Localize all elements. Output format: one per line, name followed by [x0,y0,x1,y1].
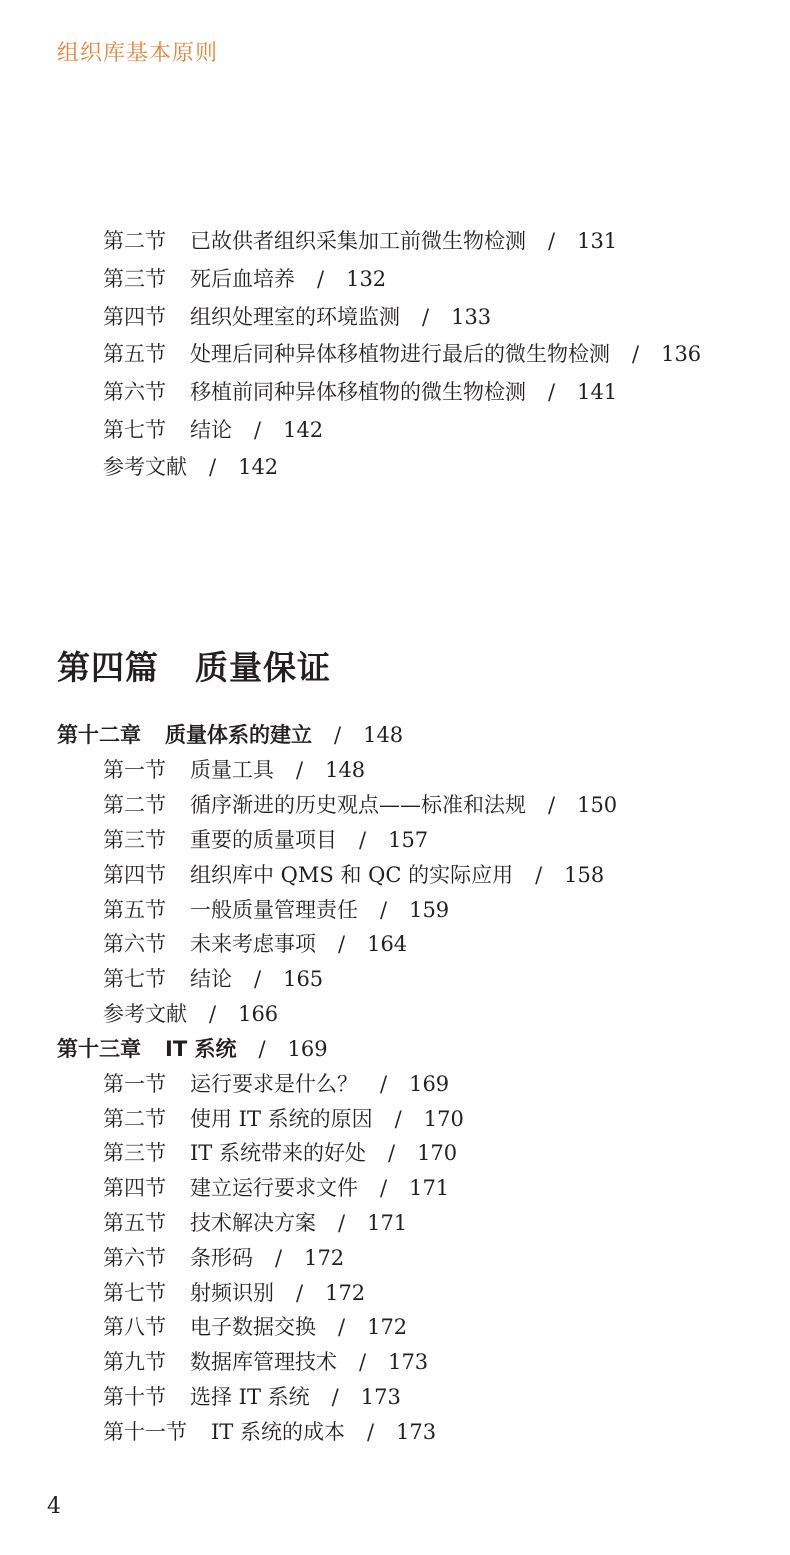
separator: / [296,758,304,782]
page-ref: 133 [451,305,492,329]
page-ref: 141 [577,380,618,404]
separator: / [387,1141,396,1165]
separator: / [209,455,217,479]
section-title: 处理后同种异体移植物进行最后的微生物检测 [190,342,610,366]
section-label: 第七节 [103,1281,166,1305]
running-head: 组织库基本原则 [57,41,219,66]
separator: / [380,1176,388,1200]
toc-entry [103,415,323,445]
section-label: 第一节 [103,1072,166,1096]
page-ref: 164 [367,932,408,956]
toc-entry [103,1243,344,1273]
section-label: 第二节 [103,229,166,253]
separator: / [359,828,367,852]
separator: / [331,1385,339,1409]
section-label: 第六节 [103,380,166,404]
toc-entry [103,790,617,820]
separator: / [380,1072,388,1096]
page-ref: 166 [238,1002,279,1026]
page-ref: 173 [360,1385,401,1409]
page-ref: 148 [325,758,366,782]
chapter-title: 质量体系的建立 [165,723,312,747]
separator: / [296,1281,304,1305]
page-ref: 132 [346,267,387,291]
section-label: 第五节 [103,342,166,366]
separator: / [258,1037,266,1061]
page-ref: 169 [409,1072,450,1096]
section-label: 第二节 [103,793,166,817]
section-label: 第七节 [103,967,166,991]
toc-entry [103,1347,428,1377]
section-title: 结论 [190,967,232,991]
chapter-entry [57,1034,328,1064]
chapter-label: 第十三章 [57,1037,141,1061]
chapter-title: IT 系统 [165,1037,237,1061]
section-title: 技术解决方案 [190,1211,316,1235]
page-ref: 172 [325,1281,366,1305]
section-title: IT 系统带来的好处 [190,1141,366,1165]
section-title: 使用 IT 系统的原因 [190,1107,373,1131]
page-ref: 142 [238,455,279,479]
separator: / [422,305,430,329]
section-label: 参考文献 [103,1002,187,1026]
section-label: 第六节 [103,932,166,956]
separator: / [548,380,556,404]
separator: / [338,1315,346,1339]
toc-entry [103,929,407,959]
section-title: 射频识别 [190,1281,274,1305]
page-ref: 159 [409,898,450,922]
separator: / [254,418,262,442]
section-label: 第三节 [103,267,166,291]
page-ref: 142 [283,418,324,442]
toc-entry [103,755,365,785]
section-label: 第二节 [103,1107,166,1131]
section-title: 组织处理室的环境监测 [190,305,400,329]
separator: / [317,267,325,291]
toc-entry [103,339,701,369]
section-title: 已故供者组织采集加工前微生物检测 [190,229,526,253]
separator: / [338,932,346,956]
section-title: 选择 IT 系统 [190,1385,310,1409]
section-title: 移植前同种异体移植物的微生物检测 [190,380,526,404]
chapter-entry [57,720,403,750]
separator: / [275,1246,283,1270]
section-label: 第六节 [103,1246,166,1270]
separator: / [334,723,342,747]
separator: / [394,1107,402,1131]
section-title: 建立运行要求文件 [190,1176,358,1200]
toc-entry [103,825,428,855]
page-ref: 173 [388,1350,429,1374]
toc-entry [103,452,278,482]
part-title [57,642,331,689]
section-label: 第九节 [103,1350,166,1374]
part-name: 质量保证 [195,648,331,687]
section-label: 第七节 [103,418,166,442]
section-label: 第八节 [103,1315,166,1339]
section-title: 一般质量管理责任 [190,898,358,922]
toc-entry [103,302,491,332]
section-label: 第五节 [103,1211,166,1235]
separator: / [359,1350,367,1374]
section-label: 第三节 [103,828,166,852]
section-label: 第十节 [103,1385,166,1409]
separator: / [338,1211,346,1235]
toc-entry [103,999,278,1029]
page-ref: 172 [304,1246,345,1270]
page-ref: 150 [577,793,618,817]
separator: / [535,863,543,887]
page-ref: 169 [287,1037,328,1061]
separator: / [254,967,262,991]
toc-entry [103,895,449,925]
section-title: IT 系统的成本 [211,1420,345,1444]
toc-entry [103,964,323,994]
separator: / [209,1002,217,1026]
page-ref: 131 [577,229,618,253]
separator: / [380,898,388,922]
page-ref: 171 [367,1211,408,1235]
toc-entry [103,226,617,256]
toc-entry [103,1069,449,1099]
section-label: 第十一节 [103,1420,187,1444]
toc-entry [103,860,604,890]
page-ref: 170 [417,1141,458,1165]
section-title: 质量工具 [190,758,274,782]
separator: / [548,229,556,253]
toc-entry [103,1138,457,1168]
page-ref: 157 [388,828,429,852]
toc-entry [103,1312,407,1342]
section-label: 第四节 [103,863,166,887]
section-title: 重要的质量项目 [190,828,337,852]
section-label: 第四节 [103,1176,166,1200]
separator: / [366,1420,375,1444]
section-title: 电子数据交换 [190,1315,316,1339]
section-title: 组织库中 QMS 和 QC 的实际应用 [190,863,514,887]
separator: / [548,793,556,817]
page-ref: 148 [363,723,404,747]
page-ref: 165 [283,967,324,991]
toc-entry [103,1278,365,1308]
section-label: 参考文献 [103,455,187,479]
toc-entry [103,1173,449,1203]
page-ref: 173 [396,1420,437,1444]
chapter-label: 第十二章 [57,723,141,747]
separator: / [632,342,640,366]
part-label: 第四篇 [57,648,159,687]
section-title: 运行要求是什么？ [190,1072,358,1096]
toc-entry [103,264,386,294]
page-ref: 172 [367,1315,408,1339]
page-ref: 171 [409,1176,450,1200]
toc-entry [103,1104,464,1134]
toc-entry [103,1208,407,1238]
toc-entry [103,1382,401,1412]
page-number: 4 [47,1494,61,1519]
section-title: 未来考虑事项 [190,932,316,956]
toc-entry [103,377,617,407]
section-label: 第五节 [103,898,166,922]
section-title: 条形码 [190,1246,253,1270]
section-label: 第一节 [103,758,166,782]
section-title: 数据库管理技术 [190,1350,337,1374]
toc-entry [103,1417,436,1447]
section-title: 循序渐进的历史观点——标准和法规 [190,793,526,817]
page-ref: 170 [423,1107,464,1131]
section-title: 结论 [190,418,232,442]
section-label: 第四节 [103,305,166,329]
page-ref: 136 [661,342,702,366]
section-label: 第三节 [103,1141,166,1165]
page-ref: 158 [564,863,605,887]
section-title: 死后血培养 [190,267,295,291]
